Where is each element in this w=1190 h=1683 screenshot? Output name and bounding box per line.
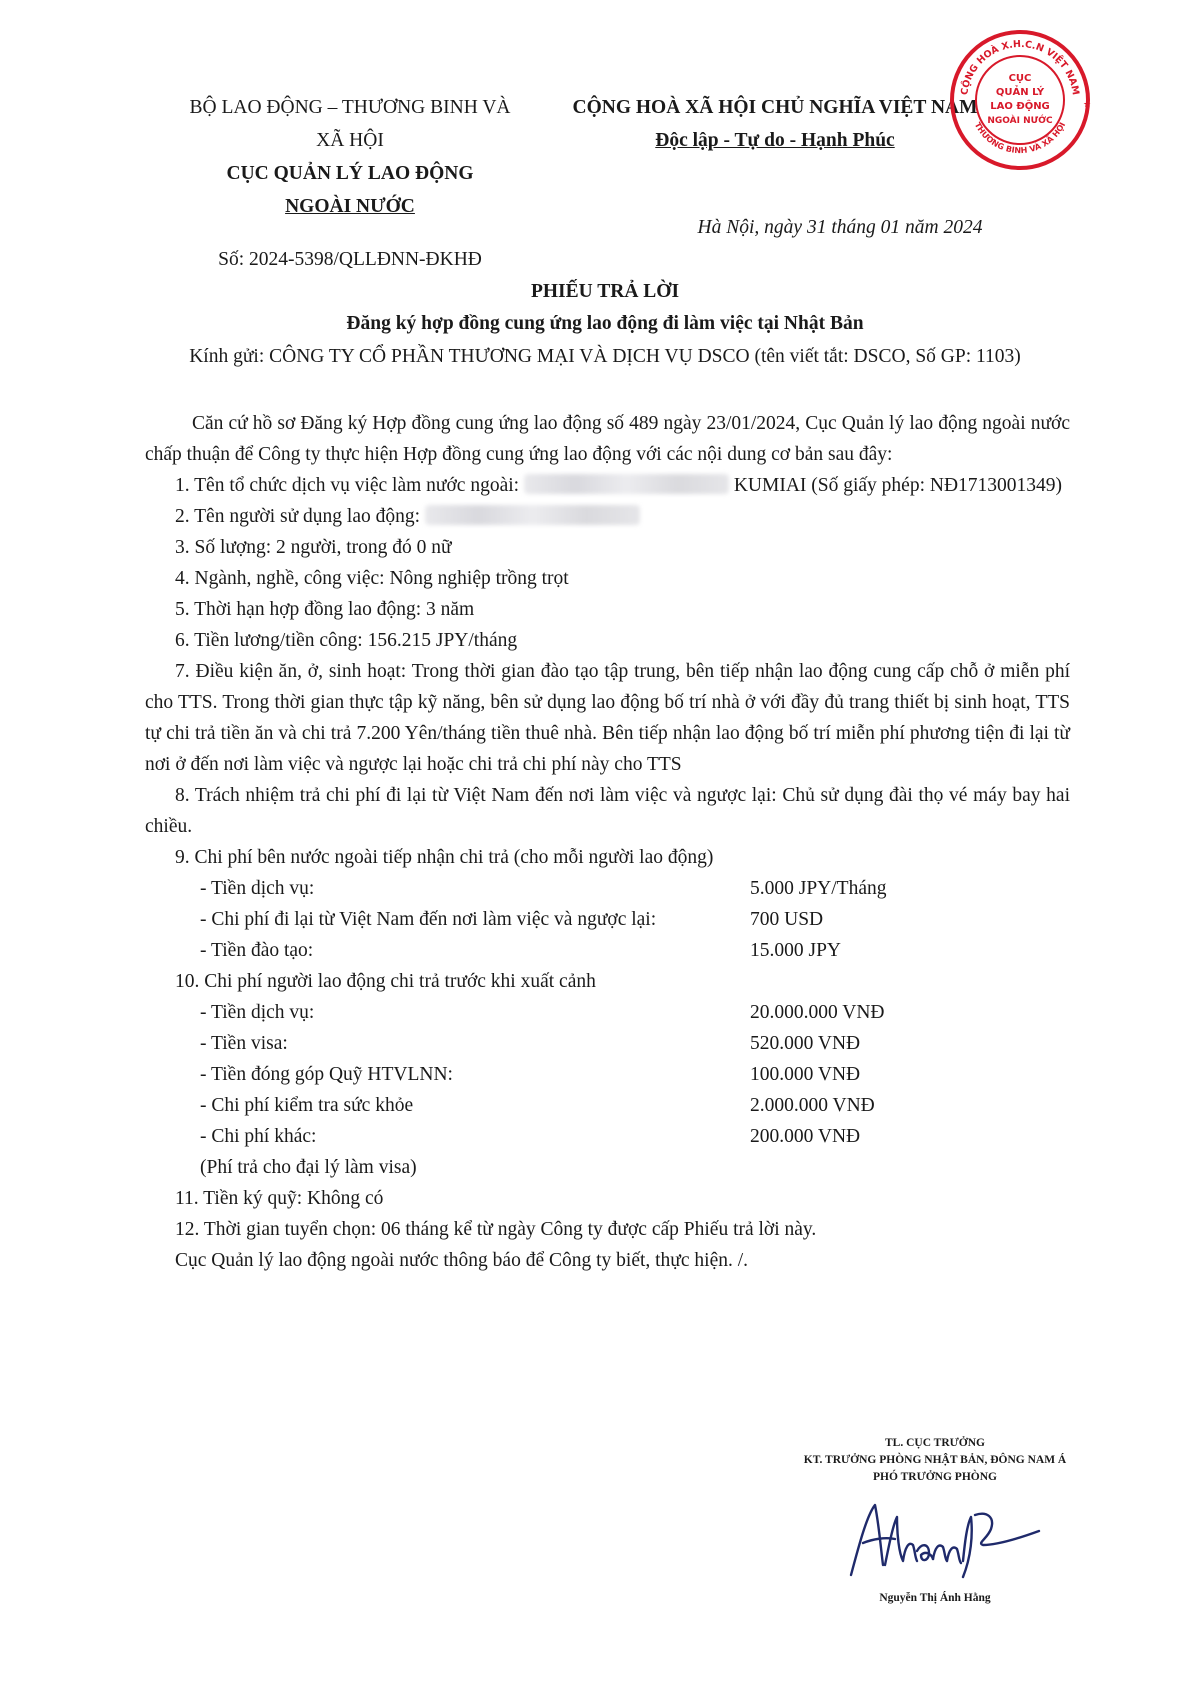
redacted-employer xyxy=(425,505,640,525)
worker-cost-value: 520.000 VNĐ xyxy=(750,1033,861,1054)
worker-cost-row xyxy=(145,1059,1070,1090)
date-place: Hà Nội, ngày 31 tháng 01 năm 2024 xyxy=(697,217,983,238)
stamp-center-line-2: QUẢN LÝ xyxy=(995,87,1045,98)
department-line-2: NGOÀI NƯỚC xyxy=(285,196,415,217)
intro-paragraph: Căn cứ hồ sơ Đăng ký Hợp đồng cung ứng lao động số 489 ngày 23/01/2024, Cục Quản lý lao động ngoài nước chấp thuận để Công ty thực hiện Hợp đồng cung ứng lao động với các nội dung cơ bản sau đây: xyxy=(145,413,1070,465)
item-11: 11. Tiền ký quỹ: Không có xyxy=(175,1188,384,1209)
issuer-block xyxy=(155,91,545,223)
item-6: 6. Tiền lương/tiền công: 156.215 JPY/tháng xyxy=(175,630,518,651)
document-body xyxy=(145,408,1070,1276)
worker-cost-row xyxy=(145,1090,1070,1121)
document-title: PHIẾU TRẢ LỜI xyxy=(530,281,680,302)
item-1 xyxy=(145,470,1070,501)
worker-cost-value: 2.000.000 VNĐ xyxy=(750,1095,875,1116)
worker-cost-row xyxy=(145,1121,1070,1152)
national-header xyxy=(565,91,985,157)
signature-line-1: TL. CỤC TRƯỞNG xyxy=(885,1437,985,1449)
foreign-cost-row xyxy=(145,904,1070,935)
item-3: 3. Số lượng: 2 người, trong đó 0 nữ xyxy=(175,537,452,558)
redacted-organization xyxy=(524,474,729,494)
nation-title: CỘNG HOÀ XÃ HỘI CHỦ NGHĨA VIỆT NAM xyxy=(572,97,978,118)
worker-cost-label: - Tiền đóng góp Quỹ HTVLNN: xyxy=(200,1064,453,1085)
national-motto: Độc lập - Tự do - Hạnh Phúc xyxy=(655,130,895,151)
recipient-line: Kính gửi: CÔNG TY CỔ PHẦN THƯƠNG MẠI VÀ DỊCH VỤ DSCO (tên viết tắt: DSCO, Số GP: 1103) xyxy=(189,346,1021,367)
worker-cost-value: 20.000.000 VNĐ xyxy=(750,1002,885,1023)
item-9: 9. Chi phí bên nước ngoài tiếp nhận chi trả (cho mỗi người lao động) xyxy=(175,847,714,868)
worker-cost-row xyxy=(145,997,1070,1028)
worker-cost-note: (Phí trả cho đại lý làm visa) xyxy=(200,1157,417,1178)
signature-block xyxy=(735,1435,1135,1486)
item-7: 7. Điều kiện ăn, ở, sinh hoạt: Trong thời gian đào tạo tập trung, bên tiếp nhận lao động cung cấp chỗ ở miễn phí cho TTS. Trong thời gian thực tập kỹ năng, bên sử dụng lao động bố trí nhà ở với đầy đủ trang thiết bị sinh hoạt, TTS tự chi trả tiền ăn và chi trả 7.200 Yên/tháng tiền thuê nhà. Bên tiếp nhận lao động bố trí miễn phí phương tiện đi lại từ nơi ở đến nơi làm việc và ngược lại hoặc chi trả chi phí này cho TTS xyxy=(145,661,1070,775)
closing-line: Cục Quản lý lao động ngoài nước thông báo để Công ty biết, thực hiện. /. xyxy=(175,1250,749,1271)
foreign-cost-value: 5.000 JPY/Tháng xyxy=(750,878,887,899)
stamp-center-line-1: CỤC xyxy=(1008,73,1032,84)
worker-cost-value: 200.000 VNĐ xyxy=(750,1126,861,1147)
foreign-cost-label: - Tiền dịch vụ: xyxy=(200,878,315,899)
foreign-cost-row xyxy=(145,935,1070,966)
stamp-center-line-3: LAO ĐỘNG xyxy=(990,101,1050,112)
foreign-cost-label: - Chi phí đi lại từ Việt Nam đến nơi làm việc và ngược lại: xyxy=(200,909,657,930)
foreign-cost-value: 15.000 JPY xyxy=(750,940,842,961)
foreign-cost-label: - Tiền đào tạo: xyxy=(200,940,314,961)
worker-cost-row xyxy=(145,1028,1070,1059)
item-2 xyxy=(145,501,1070,532)
stamp-ring-text: CỘNG HOÀ X.H.C.N VIỆT NAM xyxy=(959,38,1081,96)
item-2-label: 2. Tên người sử dụng lao động: xyxy=(175,506,421,527)
document-number: Số: 2024-5398/QLLĐNN-ĐKHĐ xyxy=(218,249,482,270)
item-1-prefix: 1. Tên tổ chức dịch vụ việc làm nước ngoài: xyxy=(175,475,520,496)
stamp-star-icon: ★ xyxy=(1083,99,1092,109)
worker-cost-label: - Chi phí khác: xyxy=(200,1126,317,1147)
stamp-center-line-4: NGOÀI NƯỚC xyxy=(987,116,1053,126)
department-line-1: CỤC QUẢN LÝ LAO ĐỘNG xyxy=(226,163,474,184)
item-1-suffix: KUMIAI (Số giấy phép: NĐ1713001349) xyxy=(733,475,1063,496)
item-8: 8. Trách nhiệm trả chi phí đi lại từ Việt Nam đến nơi làm việc và ngược lại: Chủ sử dụng đài thọ vé máy bay hai chiều. xyxy=(145,785,1070,837)
ministry-line-1: BỘ LAO ĐỘNG – THƯƠNG BINH VÀ xyxy=(189,97,511,118)
signature-line-3: PHÓ TRƯỞNG PHÒNG xyxy=(873,1471,997,1483)
stamp-bottom-text: THƯƠNG BINH VÀ XÃ HỘI xyxy=(972,120,1068,156)
signer-name: Nguyễn Thị Ánh Hằng xyxy=(879,1592,991,1604)
worker-cost-label: - Tiền dịch vụ: xyxy=(200,1002,315,1023)
item-4: 4. Ngành, nghề, công việc: Nông nghiệp trồng trọt xyxy=(175,568,569,589)
document-subtitle: Đăng ký hợp đồng cung ứng lao động đi làm việc tại Nhật Bản xyxy=(346,313,864,334)
handwritten-signature xyxy=(845,1495,1045,1585)
worker-cost-label: - Chi phí kiểm tra sức khỏe xyxy=(200,1095,414,1116)
ministry-line-2: XÃ HỘI xyxy=(316,130,384,151)
worker-cost-value: 100.000 VNĐ xyxy=(750,1064,861,1085)
foreign-cost-row xyxy=(145,873,1070,904)
signature-line-2: KT. TRƯỞNG PHÒNG NHẬT BẢN, ĐÔNG NAM Á xyxy=(803,1454,1067,1466)
worker-cost-label: - Tiền visa: xyxy=(200,1033,288,1054)
official-stamp xyxy=(945,25,1095,175)
foreign-cost-value: 700 USD xyxy=(750,909,824,930)
item-12: 12. Thời gian tuyển chọn: 06 tháng kể từ ngày Công ty được cấp Phiếu trả lời này. xyxy=(175,1219,817,1240)
item-5: 5. Thời hạn hợp đồng lao động: 3 năm xyxy=(175,599,475,620)
item-10: 10. Chi phí người lao động chi trả trước khi xuất cảnh xyxy=(175,971,596,992)
